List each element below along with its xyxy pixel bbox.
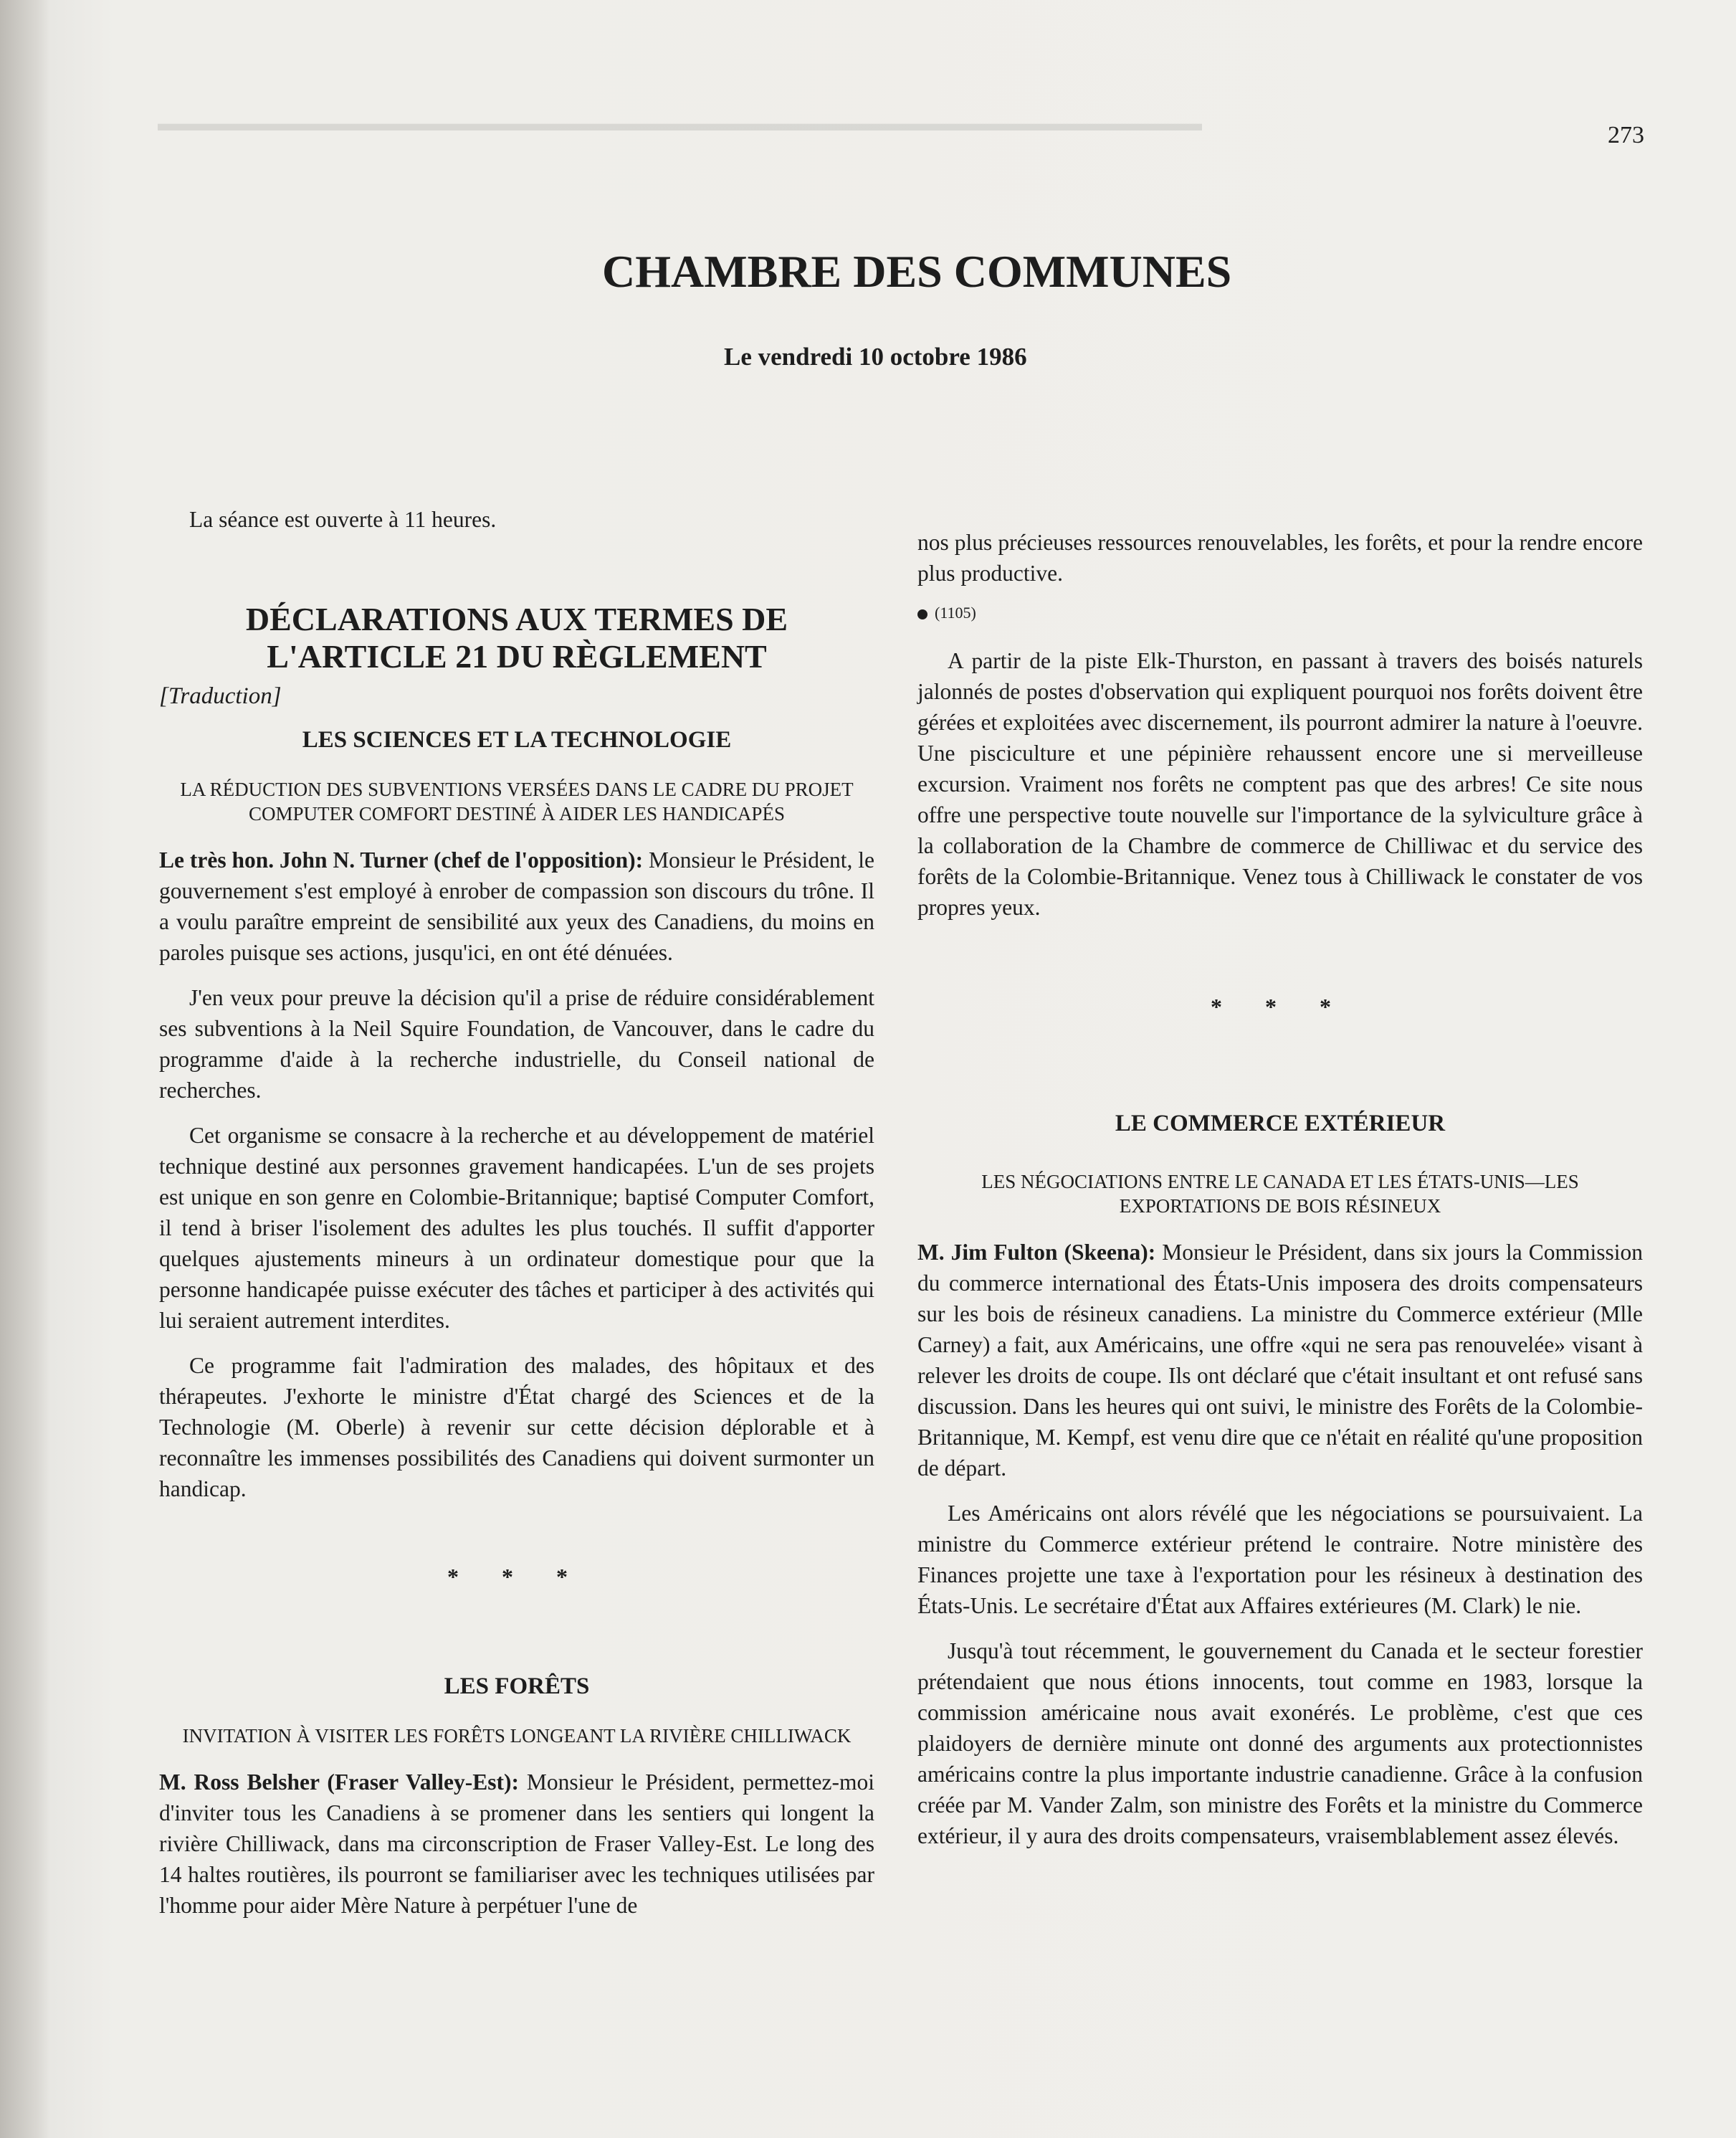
opening-statement: La séance est ouverte à 11 heures. bbox=[189, 507, 497, 532]
speech-text: Monsieur le Président, le gouvernement s'est employé à enrober de compassion son discours du trône. Il a voulu paraître empreint de sensibilité aux yeux des Canadiens, du moins en paroles puisque ses actions, jusqu'ici, en ont été dénuées. bbox=[159, 847, 874, 965]
left-column bbox=[159, 504, 874, 1921]
right-column bbox=[917, 527, 1643, 1851]
sitting-date: Le vendredi 10 octobre 1986 bbox=[724, 343, 1027, 371]
speech-paragraph bbox=[159, 1767, 874, 1921]
bullet-icon bbox=[917, 609, 927, 619]
speech-paragraph: J'en veux pour preuve la décision qu'il a prise de réduire considérablement ses subventions à la Neil Squire Foundation, de Vancouver, dans le cadre du programme d'aide à la recherche industrielle, du Conseil national de recherches. bbox=[159, 985, 874, 1103]
page-title: CHAMBRE DES COMMUNES bbox=[602, 246, 1232, 297]
topic-heading-forets: LES FORÊTS bbox=[444, 1673, 590, 1699]
page-binding-shadow bbox=[0, 0, 50, 2138]
section-separator: * * * bbox=[1211, 994, 1350, 1020]
section-heading: DÉCLARATIONS AUX TERMES DE L'ARTICLE 21 DU RÈGLEMENT bbox=[245, 601, 788, 675]
time-marker bbox=[917, 597, 1643, 628]
speech-paragraph bbox=[159, 845, 874, 968]
speaker-name: M. Jim Fulton (Skeena): bbox=[917, 1240, 1156, 1265]
speech-paragraph: nos plus précieuses ressources renouvelables, les forêts, et pour la rendre encore plus productive. bbox=[917, 530, 1643, 586]
subtopic-heading-chilliwack: INVITATION À VISITER LES FORÊTS LONGEANT LA RIVIÈRE CHILLIWACK bbox=[182, 1725, 852, 1747]
subtopic-heading-negociations: LES NÉGOCIATIONS ENTRE LE CANADA ET LES ÉTATS-UNIS—LES EXPORTATIONS DE BOIS RÉSINEUX bbox=[981, 1171, 1579, 1217]
section-separator: * * * bbox=[447, 1564, 586, 1590]
topic-heading-commerce: LE COMMERCE EXTÉRIEUR bbox=[1115, 1111, 1446, 1136]
page-number: 273 bbox=[1608, 122, 1644, 148]
time-marker-text: (1105) bbox=[935, 604, 976, 622]
speech-text: Monsieur le Président, permettez-moi d'inviter tous les Canadiens à se promener dans les sentiers qui longent la rivière Chilliwack, dans ma circonscription de Fraser Valley-Est. Le long des 14 haltes routières, ils pourront se familiariser avec les techniques utilisées par l'homme pour aider Mère Nature à perpétuer l'une de bbox=[159, 1769, 874, 1918]
speaker-name: Le très hon. John N. Turner (chef de l'opposition): bbox=[159, 847, 644, 873]
speech-text: Monsieur le Président, dans six jours la Commission du commerce international des États-Unis imposera des droits compensateurs sur les bois de résineux canadiens. La ministre du Commerce extérieur (Mlle Carney) a fait, aux Américains, une offre «qui ne sera pas renouvelée» visant à relever les droits de coupe. Ils ont déclaré que c'était insultant et ont refusé sans discussion. Dans les heures qui ont suivi, le ministre des Forêts de la Colombie-Britannique, M. Kempf, est venu dire que ce n'était en réalité qu'une proposition de départ. bbox=[917, 1240, 1644, 1481]
translation-tag: [Traduction] bbox=[159, 683, 282, 709]
speech-paragraph: Ce programme fait l'admiration des malades, des hôpitaux et des thérapeutes. J'exhorte le ministre d'État chargé des Sciences et de la Technologie (M. Oberle) à revenir sur cette décision déplorable et à reconnaître les immenses possibilités des Canadiens qui doivent surmonter un handicap. bbox=[159, 1353, 874, 1501]
speaker-name: M. Ross Belsher (Fraser Valley-Est): bbox=[159, 1769, 519, 1795]
topic-heading-sciences: LES SCIENCES ET LA TECHNOLOGIE bbox=[302, 727, 732, 753]
speech-paragraph: Jusqu'à tout récemment, le gouvernement du Canada et le secteur forestier prétendaient que nous étions innocents, tout comme en 1983, lorsque la commission américaine nous avait exonérés. Le problème, c'est que ces plaidoyers de dernière minute ont donné des arguments aux protectionnistes américains contre la plus importante industrie canadienne. Grâce à la confusion créée par M. Vander Zalm, son ministre des Forêts et la ministre du Commerce extérieur, il y aura des droits compensateurs, vraisemblablement assez élevés. bbox=[917, 1638, 1643, 1848]
speech-paragraph: Les Américains ont alors révélé que les négociations se poursuivaient. La ministre du Commerce extérieur prétend le contraire. Notre ministère des Finances projette une taxe à l'exportation pour les résineux à destination des États-Unis. Le secrétaire d'État aux Affaires extérieures (M. Clark) le nie. bbox=[917, 1501, 1643, 1618]
speech-paragraph bbox=[917, 1237, 1643, 1483]
speech-paragraph: Cet organisme se consacre à la recherche et au développement de matériel technique destiné aux personnes gravement handicapées. L'un de ses projets est unique en son genre en Colombie-Britannique; baptisé Computer Comfort, il tend à briser l'isolement des adultes les plus touchés. Il suffit d'apporter quelques ajustements mineurs à un ordinateur domestique pour que la personne handicapée puisse exécuter des tâches et participer à des activités qui lui seraient autrement interdites. bbox=[159, 1123, 874, 1333]
speech-paragraph: A partir de la piste Elk-Thurston, en passant à travers des boisés naturels jalonnés de postes d'observation qui expliquent pourquoi nos forêts doivent être gérées et exploitées avec discernement, ils pourront admirer la nature à l'oeuvre. Une pisciculture et une pépinière rehaussent encore une si merveilleuse excursion. Vraiment nos forêts ne comptent pas que des arbres! Ce site nous offre une perspective toute nouvelle sur l'importance de la sylviculture grâce à la collaboration de la Chambre de commerce de Chilliwac et du service des forêts de la Colombie-Britannique. Venez tous à Chilliwack le constater de vos propres yeux. bbox=[917, 648, 1643, 920]
bleed-through-decoration: ▬▬▬▬▬▬▬▬▬▬▬▬▬▬▬▬▬▬▬▬▬▬▬▬▬▬▬▬▬▬▬▬▬▬▬▬▬▬▬▬▬▬▬▬▬▬▬ bbox=[158, 110, 1202, 136]
subtopic-heading-subventions: LA RÉDUCTION DES SUBVENTIONS VERSÉES DANS LE CADRE DU PROJET COMPUTER COMFORT DESTINÉ À AIDER LES HANDICAPÉS bbox=[180, 779, 854, 825]
